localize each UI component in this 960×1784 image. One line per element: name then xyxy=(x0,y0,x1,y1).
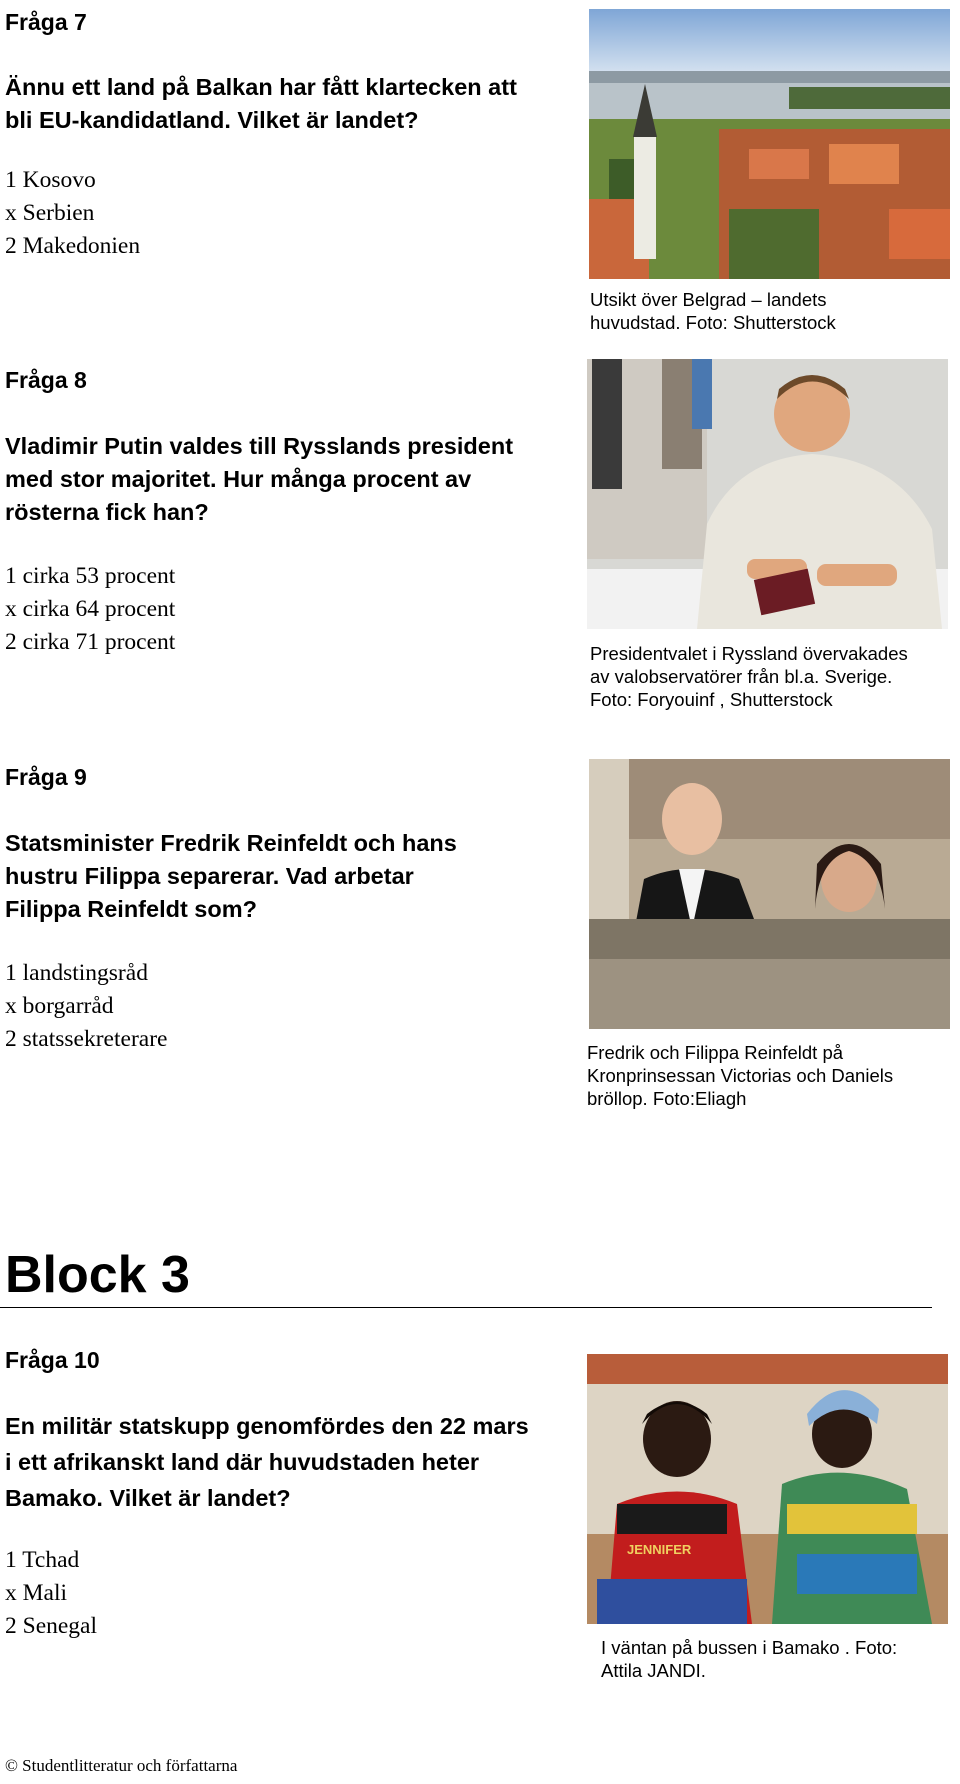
caption-line-2: Attila JANDI. xyxy=(601,1660,706,1681)
bamako-women-photo xyxy=(587,1354,948,1624)
question-9-options xyxy=(5,957,167,1056)
election-observer-photo xyxy=(587,359,948,629)
caption-line-3: bröllop. Foto:Eliagh xyxy=(587,1088,747,1109)
caption-line-1: Fredrik och Filippa Reinfeldt på xyxy=(587,1042,844,1063)
question-8-heading: Fråga 8 xyxy=(5,367,87,393)
question-8-line-1: Vladimir Putin valdes till Rysslands president xyxy=(5,433,514,459)
question-8-options xyxy=(5,560,175,659)
option-2: 2 Makedonien xyxy=(5,233,141,259)
caption-line-1: Presidentvalet i Ryssland övervakades xyxy=(590,643,908,664)
question-7-heading: Fråga 7 xyxy=(5,9,87,35)
question-9-line-3: Filippa Reinfeldt som? xyxy=(5,896,257,922)
question-7-options xyxy=(5,164,140,263)
option-x: x cirka 64 procent xyxy=(5,596,176,622)
option-x: x Mali xyxy=(5,1580,68,1606)
belgrade-cityscape-photo xyxy=(589,9,950,279)
option-1: 1 Kosovo xyxy=(5,167,96,193)
block-title: Block 3 xyxy=(5,1246,190,1304)
question-10-options xyxy=(5,1544,97,1643)
caption-line-1: I väntan på bussen i Bamako . Foto: xyxy=(601,1637,898,1658)
option-x: x borgarråd xyxy=(5,993,114,1019)
question-10-line-3: Bamako. Vilket är landet? xyxy=(5,1485,291,1511)
question-7-caption xyxy=(590,288,836,334)
block-divider xyxy=(0,1307,932,1308)
question-10-line-2: i ett afrikanskt land där huvudstaden heter xyxy=(5,1449,480,1475)
question-10-line-1: En militär statskupp genomfördes den 22 mars xyxy=(5,1413,529,1439)
caption-line-2: huvudstad. Foto: Shutterstock xyxy=(590,312,836,333)
copyright-footer: © Studentlitteratur och författarna xyxy=(5,1756,238,1775)
question-7-text xyxy=(5,71,565,137)
question-9-line-1: Statsminister Fredrik Reinfeldt och hans xyxy=(5,830,457,856)
couple-balcony-photo xyxy=(589,759,950,1029)
shirt-text: JENNIFER xyxy=(627,1542,692,1557)
question-9-line-2: hustru Filippa separerar. Vad arbetar xyxy=(5,863,414,889)
caption-line-3: Foto: Foryouinf , Shutterstock xyxy=(590,689,833,710)
question-7-line-1: Ännu ett land på Balkan har fått klartecken att xyxy=(5,74,517,100)
question-8-line-2: med stor majoritet. Hur många procent av xyxy=(5,466,472,492)
option-x: x Serbien xyxy=(5,200,95,226)
question-8-caption xyxy=(590,642,908,711)
caption-line-1: Utsikt över Belgrad – landets xyxy=(590,289,827,310)
question-10-text xyxy=(5,1408,565,1516)
question-9-caption xyxy=(587,1041,893,1110)
option-2: 2 statssekreterare xyxy=(5,1026,168,1052)
option-2: 2 Senegal xyxy=(5,1613,98,1639)
option-1: 1 landstingsråd xyxy=(5,960,148,986)
option-1: 1 Tchad xyxy=(5,1547,80,1573)
option-2: 2 cirka 71 procent xyxy=(5,629,176,655)
question-10-caption xyxy=(601,1636,897,1682)
question-8-text xyxy=(5,430,565,529)
question-9-text xyxy=(5,827,565,926)
caption-line-2: Kronprinsessan Victorias och Daniels xyxy=(587,1065,894,1086)
question-8-line-3: rösterna fick han? xyxy=(5,499,209,525)
caption-line-2: av valobservatörer från bl.a. Sverige. xyxy=(590,666,893,687)
question-9-heading: Fråga 9 xyxy=(5,764,87,790)
question-10-heading: Fråga 10 xyxy=(5,1347,100,1373)
question-7-line-2: bli EU-kandidatland. Vilket är landet? xyxy=(5,107,419,133)
option-1: 1 cirka 53 procent xyxy=(5,563,176,589)
